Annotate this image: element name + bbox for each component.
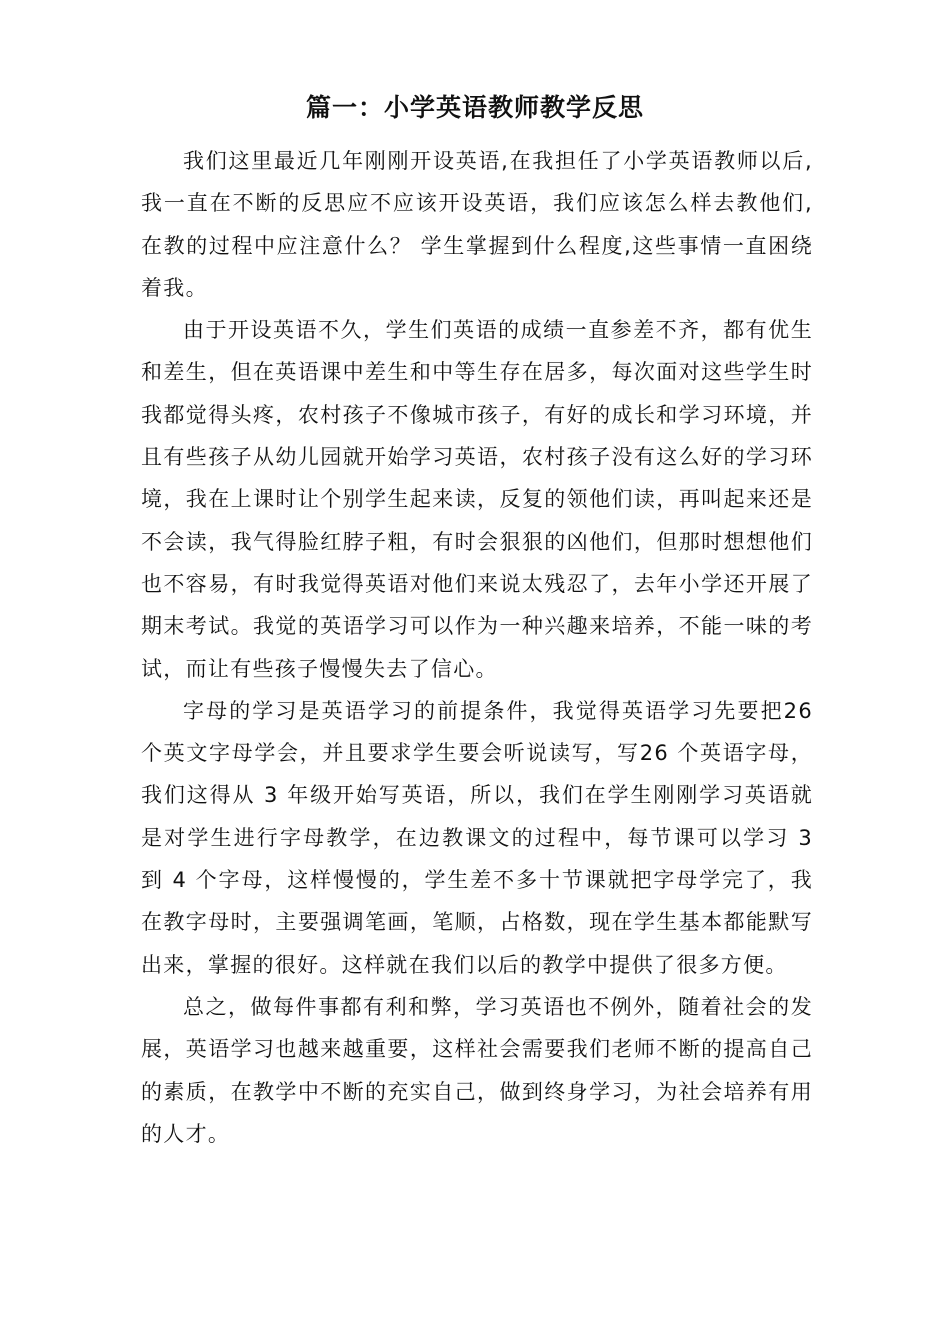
paragraph-4: 总之，做每件事都有利和弊，学习英语也不例外，随着社会的发展，英语学习也越来越重要，这样社会需要我们老师不断的提高自己的素质，在教学中不断的充实自己，做到终身学习，为社会培养有用的人才。 (141, 994, 813, 1146)
paragraph-3: 字母的学习是英语学习的前提条件，我觉得英语学习先要把26 个英文字母学会，并且要求学生要会听说读写，写26 个英语字母，我们这得从 3 年级开始写英语，所以，我们在学生刚刚学习英语就是对学生进行字母教学，在边教课文的过程中，每节课可以学习 3 到 4 个字母，这样慢慢的，学生差不多十节课就把字母学完了，我在教字母时，主要强调笔画，笔顺，占格数，现在学生基本都能默写出来，掌握的很好。这样就在我们以后的教学中提供了很多方便。 (141, 698, 813, 977)
document-body (141, 140, 813, 1155)
paragraph-2: 由于开设英语不久，学生们英语的成绩一直参差不齐，都有优生和差生，但在英语课中差生和中等生存在居多，每次面对这些学生时我都觉得头疼，农村孩子不像城市孩子，有好的成长和学习环境，并且有些孩子从幼儿园就开始学习英语，农村孩子没有这么好的学习环境，我在上课时让个别学生起来读，反复的领他们读，再叫起来还是不会读，我气得脸红脖子粗，有时会狠狠的凶他们，但那时想想他们也不容易，有时我觉得英语对他们来说太残忍了，去年小学还开展了期末考试。我觉的英语学习可以作为一种兴趣来培养，不能一味的考试，而让有些孩子慢慢失去了信心。 (141, 318, 813, 681)
document-title: 篇一：小学英语教师教学反思 (305, 93, 644, 122)
paragraph-1: 我们这里最近几年刚刚开设英语,在我担任了小学英语教师以后,我一直在不断的反思应不应该开设英语，我们应该怎么样去教他们,在教的过程中应注意什么？ 学生掌握到什么程度,这些事情一直困绕着我。 (141, 149, 813, 300)
